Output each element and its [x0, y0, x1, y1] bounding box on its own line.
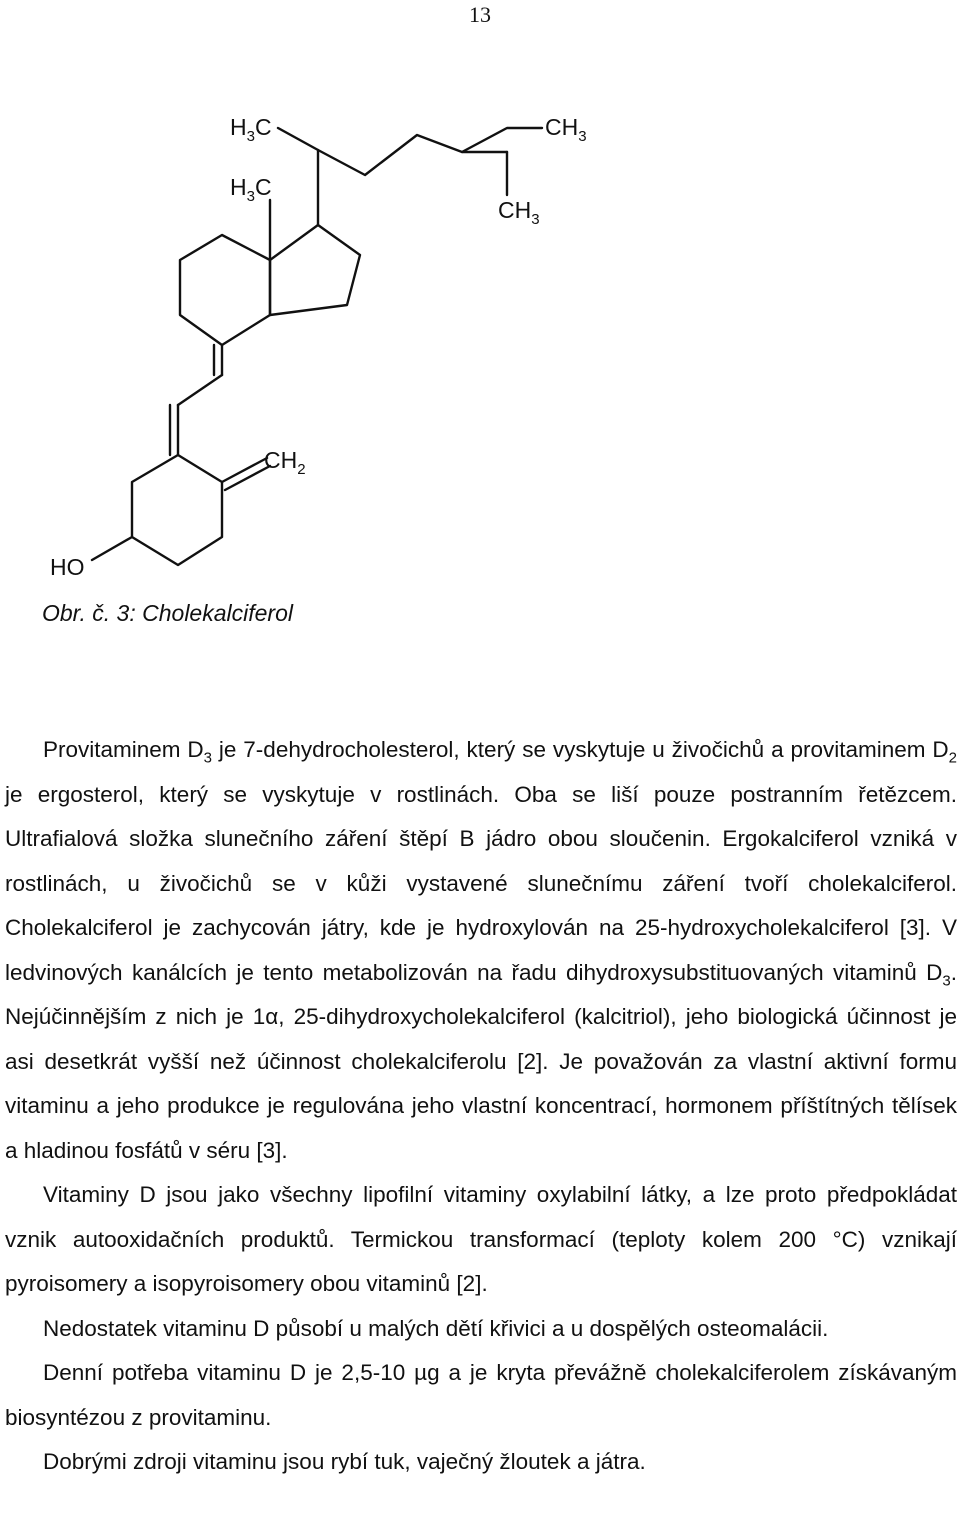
ring-a: [132, 455, 222, 565]
label-ch3-right: $CH_3$: [545, 114, 587, 145]
label-ch2: $CH_2$: [264, 447, 306, 478]
label-ch3-bottom: $CH_3$: [498, 197, 540, 228]
paragraph-sources: Dobrými zdroji vitaminu jsou rybí tuk, vaječný žloutek a játra.: [43, 1449, 646, 1474]
label-h3c-mid: $H_3C$: [230, 174, 272, 205]
page-number: 13: [469, 2, 491, 27]
ring-six-upper: [180, 235, 270, 345]
bond-oh: [92, 537, 132, 560]
paragraph-deficiency: Nedostatek vitaminu D působí u malých dětí křivici a u dospělých osteomalácii.: [43, 1315, 829, 1341]
ring-five: [270, 225, 360, 315]
side-chain: [278, 128, 318, 225]
bond-vinyl: [178, 375, 222, 405]
label-ho: HO: [50, 554, 85, 580]
paragraph-daily-need: Denní potřeba vitaminu D je 2,5-10 µg a je kryta převážně cholekalciferolem získávaným biosyntézou z provitaminu.: [5, 1360, 957, 1430]
cholecalciferol-structure: [42, 100, 608, 586]
label-h3c-top: $H_3C$: [230, 114, 272, 145]
figure-caption: Obr. č. 3: Cholekalciferol: [42, 600, 293, 626]
paragraph-provitamins: Provitaminem $D_3$ je 7-dehydrocholesterol, který se vyskytuje u živočichů a provitaminem $D_2$ je ergosterol, který se vyskytuje v rostlinách. Oba se liší pouze postranním řetězcem. Ultrafialová složka slunečního záření štěpí B jádro obou sloučenin. Ergokalciferol vzniká v rostlinách, u živočichů se v kůži vystavené slunečnímu záření tvoří cholekalciferol. Cholekalciferol je zachycován játry, kde je hydroxylován na 25-hydroxycholekalciferol [3]. V ledvinových kanálcích je tento metabolizován na řadu dihydroxysubstituovaných vitaminů $D_3$. Nejúčinnějším z nich je 1α, 25-dihydroxycholekalciferol (kalcitriol), jeho biologická účinnost je asi desetkrát vyšší než účinnost cholekalciferolu [2]. Je považován za vlastní aktivní formu vitaminu a jeho produkce je regulována jeho vlastní koncentrací, hormonem příštítných tělísek a hladinou fosfátů v séru [3].: [5, 737, 957, 1163]
side-chain-tail: [318, 128, 542, 175]
paragraph-oxidation: Vitaminy D jsou jako všechny lipofilní vitaminy oxylabilní látky, a lze proto předpokládat vznik autooxidačních produktů. Termickou transformací (teploty kolem 200 °C) vznikají pyroisomery a isopyroisomery obou vitaminů [2].: [5, 1182, 957, 1296]
body-text: [5, 728, 957, 1485]
